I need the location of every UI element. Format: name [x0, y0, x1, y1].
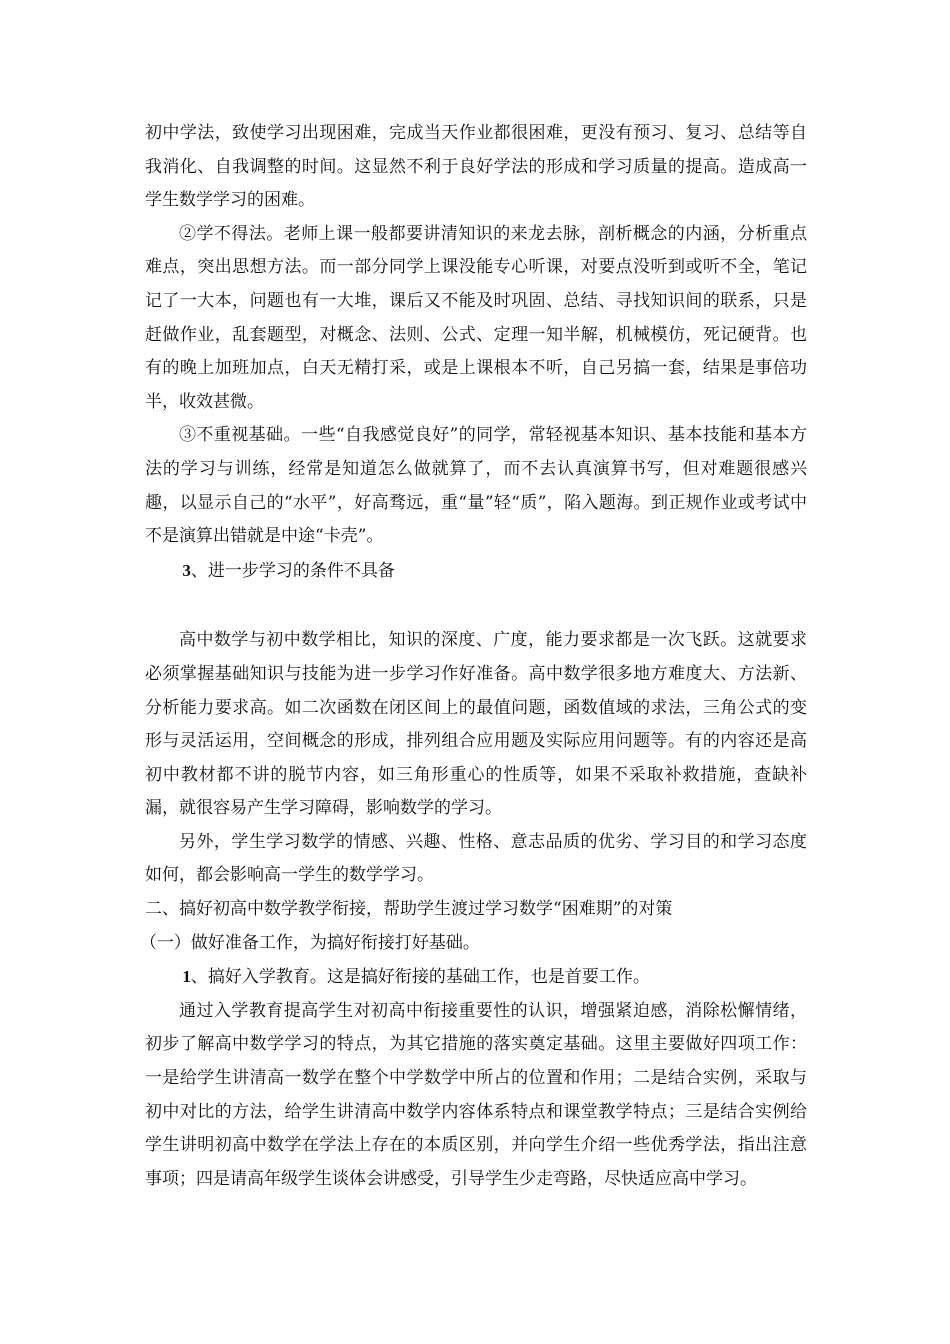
blank-gap — [145, 588, 807, 624]
paragraph-point-2: ②学不得法。老师上课一般都要讲清知识的来龙去脉，剖析概念的内涵，分析重点难点，突出思想方法。而一部分同学上课没能专心听课，对要点没听到或听不全，笔记记了一大本，问题也有一大堆，课后又不能及时巩固、总结、寻找知识间的联系，只是赶做作业，乱套题型，对概念、法则、公式、定理一知半解，机械模仿，死记硬背。也有的晚上加班加点，白天无精打采，或是上课根本不听，自己另搞一套，结果是事倍功半，收效甚微。 — [145, 223, 807, 412]
heading-text: 、搞好入学教育。这是搞好衔接的基础工作，也是首要工作。 — [190, 967, 650, 988]
paragraph-entry-education: 通过入学教育提高学生对初高中衔接重要性的认识，增强紧迫感，消除松懈情绪，初步了解高中数学学习的特点，为其它措施的落实奠定基础。这里主要做好四项工作：一是给学生讲清高一数学在整个中学数学中所占的位置和作用；二是结合实例，采取与初中对比的方法，给学生讲清高中数学内容体系特点和课堂教学特点；三是结合实例给学生讲明初高中数学在学法上存在的本质区别，并向学生介绍一些优秀学法，指出注意事项；四是请高年级学生谈体会讲感受，引导学生少走弯路，尽快适应高中学习。 — [145, 1000, 807, 1189]
subsection-heading-1: （一）做好准备工作，为搞好衔接打好基础。 — [139, 932, 480, 953]
section-heading-2: 二、搞好初高中数学教学衔接，帮助学生渡过学习数学“困难期”的对策 — [145, 899, 673, 920]
document-body — [139, 117, 807, 1196]
paragraph-additionally: 另外，学生学习数学的情感、兴趣、性格、意志品质的优劣、学习目的和学习态度如何，都会影响高一学生的数学学习。 — [145, 831, 807, 886]
heading-item-1 — [145, 960, 807, 995]
heading-text: 、进一步学习的条件不具备 — [190, 560, 395, 581]
paragraph-continued: 初中学法，致使学习出现困难，完成当天作业都很困难，更没有预习、复习、总结等自我消化、自我调整的时间。这显然不利于良好学法的形成和学习质量的提高。造成高一学生数学学习的困难。 — [145, 123, 807, 211]
paragraph-conditions: 高中数学与初中数学相比，知识的深度、广度，能力要求都是一次飞跃。这就要求必须掌握基础知识与技能为进一步学习作好准备。高中数学很多地方难度大、方法新、分析能力要求高。如二次函数在闭区间上的最值问题，函数值域的求法，三角公式的变形与灵活运用，空间概念的形成，排列组合应用题及实际应用问题等。有的内容还是高初中教材都不讲的脱节内容，如三角形重心的性质等，如果不采取补救措施，查缺补漏，就很容易产生学习障碍，影响数学的学习。 — [145, 630, 807, 819]
heading-number: 3 — [182, 560, 191, 580]
paragraph-point-3: ③不重视基础。一些“自我感觉良好”的同学，常轻视基本知识、基本技能和基本方法的学习与训练，经常是知道怎么做就算了，而不去认真演算书写，但对难题很感兴趣，以显示自己的“水平”，好高骛远，重“量”轻“质”，陷入题海。到正规作业或考试中不是演算出错就是中途“卡壳”。 — [145, 425, 807, 547]
heading-number: 1 — [182, 967, 191, 987]
heading-section-3 — [145, 554, 807, 589]
